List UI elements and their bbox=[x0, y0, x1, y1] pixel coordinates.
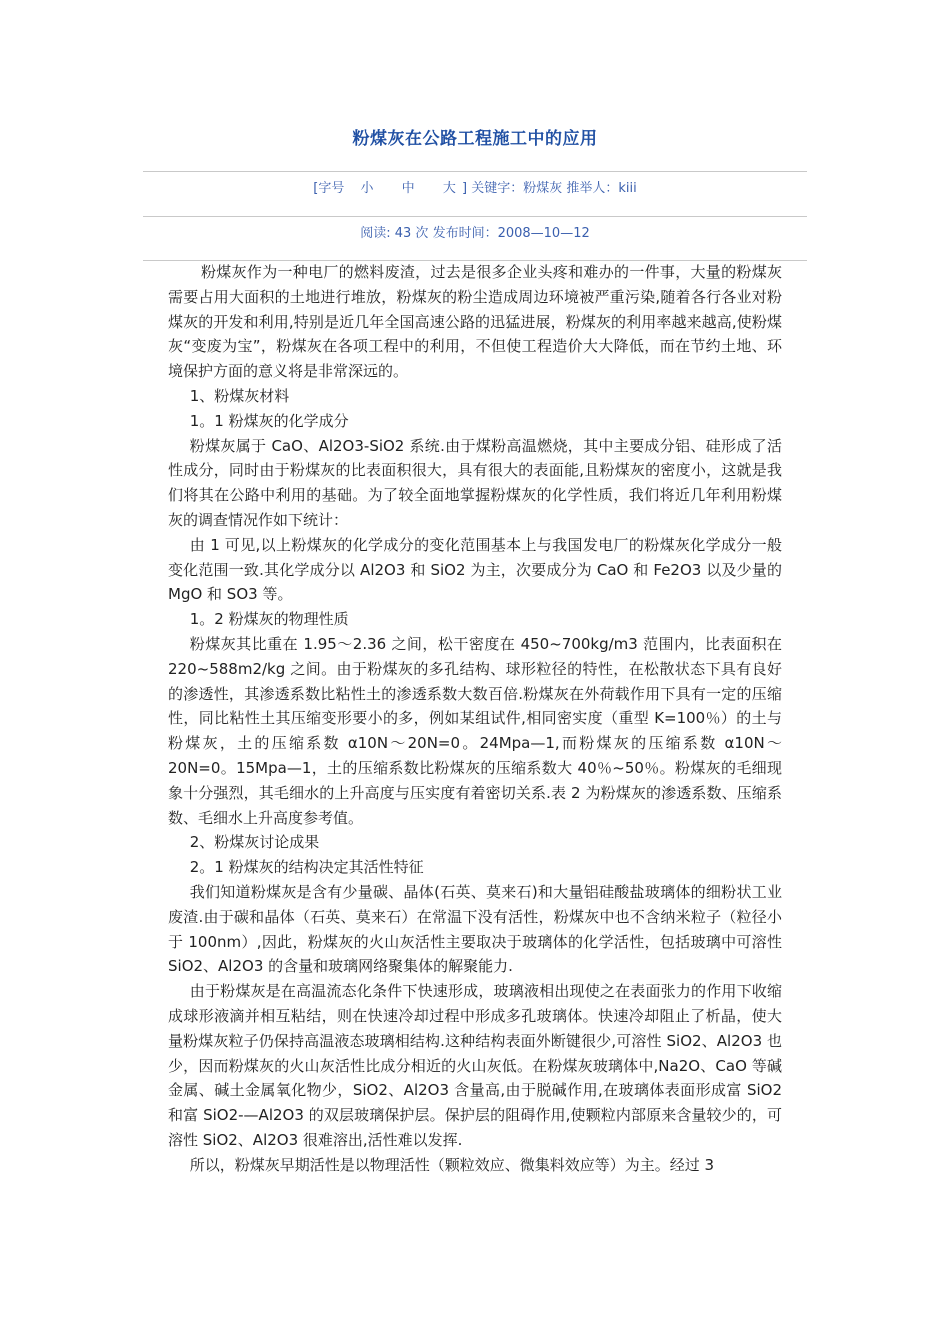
meta-keywords-line bbox=[143, 177, 807, 196]
subsection-heading: 1。1 粉煤灰的化学成分 bbox=[189, 411, 349, 430]
divider-middle bbox=[143, 216, 807, 217]
publish-date-text: 发布时间：2008—10—12 bbox=[432, 226, 590, 241]
paragraph: 所以，粉煤灰早期活性是以物理活性（颗粒效应、微集料效应等）为主。经过 3 bbox=[189, 1155, 715, 1174]
section-heading: 1、粉煤灰材料 bbox=[189, 386, 290, 405]
paragraph: 粉煤灰其比重在 1.95～2.36 之间，松干密度在 450~700kg/m3 范围内，比表面积在 220~588m2/kg 之间。由于粉煤灰的多孔结构、球形粒径的特性，在松散状态下具有良好的渗透性，其渗透系数比粘性土的渗透系数大数百倍.粉煤灰在外荷载作用下具有一定的压缩性，同比粘性土其压缩变形要小的多，例如某组试件,相同密实度（重型 K=100％）的土与粉煤灰，土的压缩系数 α10N～20N=0。24Mpa—1,而粉煤灰的压缩系数 α10N～20N=0。15Mpa—1，土的压缩系数比粉煤灰的压缩系数大 40％~50％。粉煤灰的毛细现象十分强烈，其毛细水的上升高度与压实度有着密切关系.表 2 为粉煤灰的渗透系数、压缩系数、毛细水上升高度参考值。 bbox=[168, 634, 782, 827]
paragraph: 我们知道粉煤灰是含有少量碳、晶体(石英、莫来石)和大量铝硅酸盐玻璃体的细粉状工业废渣.由于碳和晶体（石英、莫来石）在常温下没有活性，粉煤灰中也不含纳米粒子（粒径小于 100nm）,因此，粉煤灰的火山灰活性主要取决于玻璃体的化学活性，包括玻璃中可溶性 SiO2、Al2O3 的含量和玻璃网络聚集体的解聚能力. bbox=[168, 882, 782, 976]
recommender-text: 推举人：kiii bbox=[566, 181, 637, 196]
article-body bbox=[168, 260, 782, 1177]
read-count-text: 阅读: 43 次 bbox=[360, 226, 429, 241]
article-title: 粉煤灰在公路工程施工中的应用 bbox=[352, 129, 598, 149]
paragraph: 粉煤灰作为一种电厂的燃料废渣，过去是很多企业头疼和难办的一件事，大量的粉煤灰需要占用大面积的土地进行堆放，粉煤灰的粉尘造成周边环境被严重污染,随着各行各业对粉煤灰的开发和利用,特别是近几年全国高速公路的迅猛进展，粉煤灰的利用率越来越高,使粉煤灰“变废为宝”，粉煤灰在各项工程中的利用，不但使工程造价大大降低，而在节约土地、环境保护方面的意义将是非常深远的。 bbox=[168, 263, 782, 381]
subsection-heading: 1。2 粉煤灰的物理性质 bbox=[189, 610, 349, 629]
section-heading: 2、粉煤灰讨论成果 bbox=[189, 833, 320, 852]
keywords-text: 关键字：粉煤灰 bbox=[471, 181, 563, 196]
font-size-bracket-close: ] bbox=[461, 181, 468, 196]
divider-top bbox=[143, 171, 807, 172]
paragraph: 由 1 可见,以上粉煤灰的化学成分的变化范围基本上与我国发电厂的粉煤灰化学成分一般变化范围一致.其化学成分以 Al2O3 和 SiO2 为主，次要成分为 CaO 和 Fe2O3 以及少量的 MgO 和 SO3 等。 bbox=[168, 535, 782, 604]
paragraph: 由于粉煤灰是在高温流态化条件下快速形成，玻璃液相出现使之在表面张力的作用下收缩成球形液滴并相互粘结，则在快速冷却过程中形成多孔玻璃体。快速冷却阻止了析晶，使大量粉煤灰粒子仍保持高温液态玻璃相结构.这种结构表面外断键很少,可溶性 SiO2、Al2O3 也少，因而粉煤灰的火山灰活性比成分相近的火山灰低。在粉煤灰玻璃体中,Na2O、CaO 等碱金属、碱土金属氧化物少，SiO2、Al2O3 含量高,由于脱碱作用,在玻璃体表面形成富 SiO2 和富 SiO2-—Al2O3 的双层玻璃保护层。保护层的阻碍作用,使颗粒内部原来含量较少的，可溶性 SiO2、Al2O3 很难溶出,活性难以发挥. bbox=[168, 982, 782, 1149]
font-size-label: [字号 bbox=[313, 181, 345, 196]
paragraph: 粉煤灰属于 CaO、Al2O3-SiO2 系统.由于煤粉高温燃烧，其中主要成分铝、硅形成了活性成分，同时由于粉煤灰的比表面积很大，具有很大的表面能,且粉煤灰的密度小，这就是我们将其在公路中利用的基础。为了较全面地掌握粉煤灰的化学性质，我们将近几年利用粉煤灰的调查情况作如下统计： bbox=[168, 436, 782, 529]
meta-read-line bbox=[143, 222, 807, 241]
font-medium-link[interactable]: 中 bbox=[401, 181, 415, 196]
font-large-link[interactable]: 大 bbox=[442, 181, 456, 196]
subsection-heading: 2。1 粉煤灰的结构决定其活性特征 bbox=[189, 858, 424, 877]
font-small-link[interactable]: 小 bbox=[360, 181, 374, 196]
